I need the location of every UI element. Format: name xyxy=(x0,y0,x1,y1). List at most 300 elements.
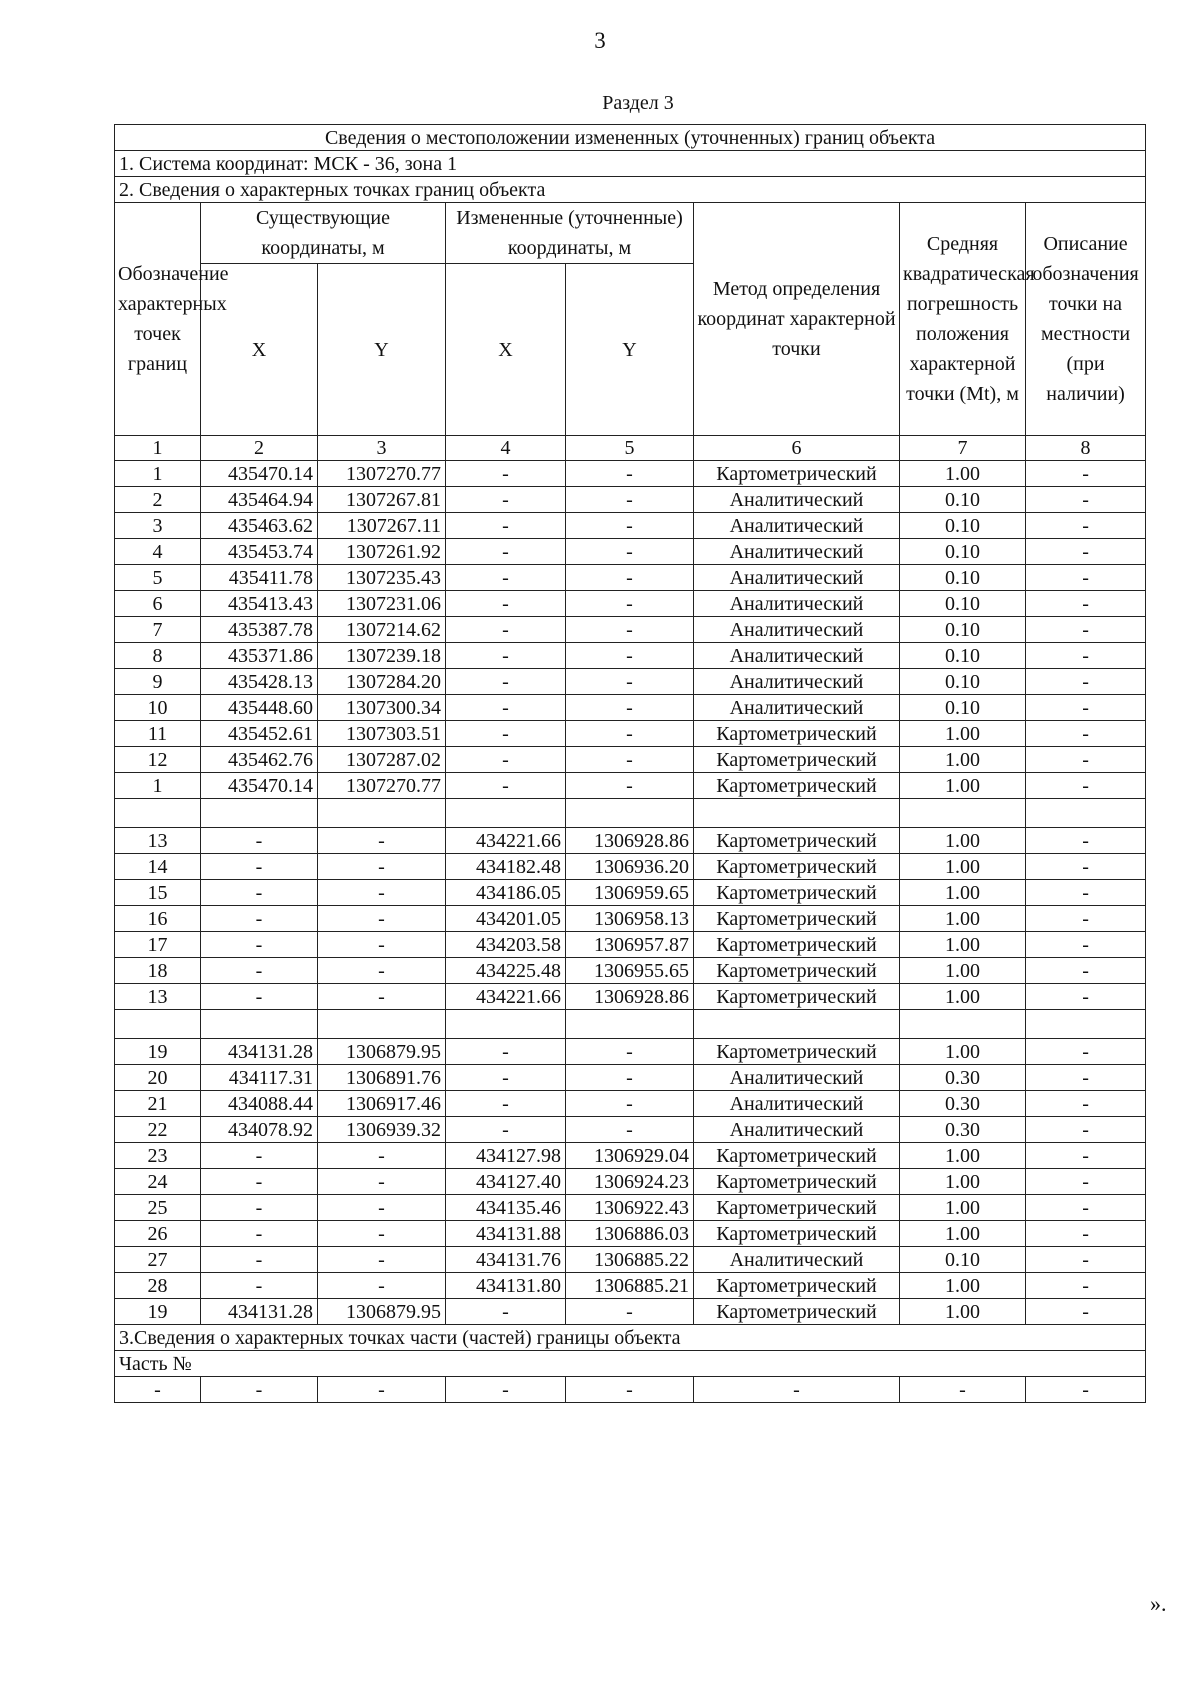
empty-cell xyxy=(115,799,201,828)
table-cell: 12 xyxy=(115,747,201,773)
table-cell: - xyxy=(566,539,694,565)
parts-caption: 3.Сведения о характерных точках части (частей) границы объекта xyxy=(115,1325,1146,1351)
table-cell: - xyxy=(1026,1169,1146,1195)
table-cell: - xyxy=(446,539,566,565)
table-cell: 1307239.18 xyxy=(318,643,446,669)
table-cell: - xyxy=(566,617,694,643)
table-cell: Аналитический xyxy=(694,565,900,591)
table-row xyxy=(115,539,1146,565)
table-cell: - xyxy=(115,1377,201,1403)
table-cell: - xyxy=(446,513,566,539)
table-cell: - xyxy=(446,1377,566,1403)
table-cell: 1306891.76 xyxy=(318,1065,446,1091)
table-row xyxy=(115,487,1146,513)
table-cell: Картометрический xyxy=(694,984,900,1010)
empty-cell xyxy=(446,799,566,828)
table-cell: - xyxy=(566,1377,694,1403)
table-cell: - xyxy=(566,1117,694,1143)
table-cell: 1307267.81 xyxy=(318,487,446,513)
table-cell: 1306917.46 xyxy=(318,1091,446,1117)
table-cell: Картометрический xyxy=(694,773,900,799)
table-cell: - xyxy=(1026,747,1146,773)
empty-cell xyxy=(318,799,446,828)
table-cell: 3 xyxy=(115,513,201,539)
table-cell: 435413.43 xyxy=(201,591,318,617)
table-cell: - xyxy=(1026,880,1146,906)
table-cell: 1 xyxy=(115,461,201,487)
table-cell: - xyxy=(201,906,318,932)
table-row xyxy=(115,721,1146,747)
table-cell: 434201.05 xyxy=(446,906,566,932)
coord-system: 1. Система координат: МСК - 36, зона 1 xyxy=(115,151,1146,177)
table-cell: Картометрический xyxy=(694,854,900,880)
table-row xyxy=(115,1143,1146,1169)
table-cell: 13 xyxy=(115,984,201,1010)
table-cell: Картометрический xyxy=(694,828,900,854)
closing-quote-mark: ». xyxy=(1150,1591,1167,1616)
table-cell: 434221.66 xyxy=(446,984,566,1010)
table-row xyxy=(115,695,1146,721)
table-cell: - xyxy=(201,1143,318,1169)
table-cell: - xyxy=(1026,487,1146,513)
table-cell: 435448.60 xyxy=(201,695,318,721)
table-cell: - xyxy=(446,1039,566,1065)
table-cell: 1.00 xyxy=(900,1221,1026,1247)
table-cell: 1306928.86 xyxy=(566,828,694,854)
table-cell: 1307267.11 xyxy=(318,513,446,539)
table-cell: 1307284.20 xyxy=(318,669,446,695)
table-cell: 0.10 xyxy=(900,513,1026,539)
table-row xyxy=(115,932,1146,958)
table-cell: - xyxy=(201,1377,318,1403)
table-cell: - xyxy=(1026,695,1146,721)
table-cell: 1.00 xyxy=(900,773,1026,799)
table-cell: - xyxy=(566,1299,694,1325)
table-cell: Аналитический xyxy=(694,1065,900,1091)
table-cell: - xyxy=(1026,1247,1146,1273)
header-error: Средняя квадратическая погрешность положения характерной точки (Mt), м xyxy=(900,203,1026,436)
table-cell: - xyxy=(446,721,566,747)
header-method: Метод определения координат характерной точки xyxy=(694,203,900,436)
table-cell: 1307270.77 xyxy=(318,773,446,799)
table-cell: 434221.66 xyxy=(446,828,566,854)
table-cell: 24 xyxy=(115,1169,201,1195)
empty-cell xyxy=(566,1010,694,1039)
table-cell: - xyxy=(1026,643,1146,669)
table-cell: 16 xyxy=(115,906,201,932)
table-cell: 1306879.95 xyxy=(318,1039,446,1065)
table-cell: - xyxy=(566,461,694,487)
table-cell: Аналитический xyxy=(694,617,900,643)
table-cell: - xyxy=(1026,591,1146,617)
table-cell: - xyxy=(1026,1299,1146,1325)
empty-cell xyxy=(201,799,318,828)
table-cell: 1306924.23 xyxy=(566,1169,694,1195)
empty-cell xyxy=(694,1010,900,1039)
table-cell: 434131.88 xyxy=(446,1221,566,1247)
table-cell: - xyxy=(318,828,446,854)
section-title: Раздел 3 xyxy=(602,92,674,114)
table-cell: 1306939.32 xyxy=(318,1117,446,1143)
table-cell: Аналитический xyxy=(694,487,900,513)
table-row xyxy=(115,747,1146,773)
column-number: 2 xyxy=(201,436,318,461)
header-changed-x: X xyxy=(446,264,566,436)
table-cell: - xyxy=(318,1247,446,1273)
table-cell: 13 xyxy=(115,828,201,854)
table-cell: 1306957.87 xyxy=(566,932,694,958)
table-row xyxy=(115,591,1146,617)
empty-cell xyxy=(1026,1010,1146,1039)
table-cell: - xyxy=(1026,1195,1146,1221)
column-number: 7 xyxy=(900,436,1026,461)
table-cell: Картометрический xyxy=(694,932,900,958)
empty-cell xyxy=(566,799,694,828)
table-cell: 1306885.21 xyxy=(566,1273,694,1299)
table-cell: Аналитический xyxy=(694,539,900,565)
table-cell: 434117.31 xyxy=(201,1065,318,1091)
table-cell: 434131.28 xyxy=(201,1299,318,1325)
table-cell: - xyxy=(318,1143,446,1169)
table-row xyxy=(115,828,1146,854)
table-cell: Картометрический xyxy=(694,721,900,747)
table-cell: 22 xyxy=(115,1117,201,1143)
table-cell: 4 xyxy=(115,539,201,565)
table-cell: 1.00 xyxy=(900,854,1026,880)
column-number: 8 xyxy=(1026,436,1146,461)
table-cell: 1307261.92 xyxy=(318,539,446,565)
table-row xyxy=(115,854,1146,880)
table-row xyxy=(115,880,1146,906)
table-cell: 434078.92 xyxy=(201,1117,318,1143)
table-cell: Аналитический xyxy=(694,1091,900,1117)
header-existing-y: Y xyxy=(318,264,446,436)
table-cell: - xyxy=(1026,721,1146,747)
table-cell: - xyxy=(201,932,318,958)
table-row xyxy=(115,1039,1146,1065)
table-cell: 1307300.34 xyxy=(318,695,446,721)
table-cell: 435428.13 xyxy=(201,669,318,695)
table-cell: 434225.48 xyxy=(446,958,566,984)
table-cell: - xyxy=(318,906,446,932)
table-cell: 10 xyxy=(115,695,201,721)
table-cell: Аналитический xyxy=(694,513,900,539)
table-row xyxy=(115,565,1146,591)
table-cell: - xyxy=(1026,1039,1146,1065)
header-existing-coords: Существующие координаты, м xyxy=(201,203,446,264)
table-cell: - xyxy=(1026,854,1146,880)
empty-cell xyxy=(201,1010,318,1039)
table-cell: 27 xyxy=(115,1247,201,1273)
table-cell: - xyxy=(318,854,446,880)
table-cell: - xyxy=(694,1377,900,1403)
table-cell: - xyxy=(566,1091,694,1117)
table-cell: 1306922.43 xyxy=(566,1195,694,1221)
table-row xyxy=(115,643,1146,669)
table-cell: - xyxy=(566,669,694,695)
table-row xyxy=(115,1091,1146,1117)
column-number: 6 xyxy=(694,436,900,461)
table-cell: 435371.86 xyxy=(201,643,318,669)
table-cell: 0.10 xyxy=(900,617,1026,643)
table-cell: 1.00 xyxy=(900,721,1026,747)
table-cell: Картометрический xyxy=(694,1169,900,1195)
table-cell: - xyxy=(446,1065,566,1091)
empty-cell xyxy=(900,1010,1026,1039)
table-cell: - xyxy=(201,1195,318,1221)
table-cell: 26 xyxy=(115,1221,201,1247)
table-cell: - xyxy=(1026,984,1146,1010)
table-cell: Картометрический xyxy=(694,1221,900,1247)
empty-cell xyxy=(900,799,1026,828)
table-cell: 435462.76 xyxy=(201,747,318,773)
table-cell: - xyxy=(566,747,694,773)
empty-cell xyxy=(318,1010,446,1039)
table-row xyxy=(115,984,1146,1010)
table-row xyxy=(115,1221,1146,1247)
table-cell: 0.10 xyxy=(900,695,1026,721)
table-cell: - xyxy=(566,513,694,539)
table-cell: 1.00 xyxy=(900,1273,1026,1299)
table-cell: Картометрический xyxy=(694,1039,900,1065)
table-cell: Аналитический xyxy=(694,695,900,721)
table-cell: 21 xyxy=(115,1091,201,1117)
table-cell: 0.10 xyxy=(900,669,1026,695)
table-cell: 0.10 xyxy=(900,1247,1026,1273)
header-changed-coords: Измененные (уточненные) координаты, м xyxy=(446,203,694,264)
table-cell: - xyxy=(318,880,446,906)
table-cell: - xyxy=(1026,773,1146,799)
table-cell: 1307214.62 xyxy=(318,617,446,643)
part-number-label: Часть № xyxy=(115,1351,1146,1377)
table-cell: 434131.76 xyxy=(446,1247,566,1273)
table-cell: 2 xyxy=(115,487,201,513)
table-cell: - xyxy=(566,1065,694,1091)
table-row xyxy=(115,958,1146,984)
table-cell: Аналитический xyxy=(694,591,900,617)
blank-separator-row xyxy=(115,799,1146,828)
table-cell: 7 xyxy=(115,617,201,643)
table-cell: - xyxy=(566,773,694,799)
table-cell: 0.10 xyxy=(900,643,1026,669)
table-row xyxy=(115,617,1146,643)
table-cell: 1306928.86 xyxy=(566,984,694,1010)
table-cell: 1306955.65 xyxy=(566,958,694,984)
table-cell: 18 xyxy=(115,958,201,984)
empty-cell xyxy=(694,799,900,828)
table-cell: 8 xyxy=(115,643,201,669)
table-cell: 6 xyxy=(115,591,201,617)
table-cell: - xyxy=(446,1091,566,1117)
table-cell: 0.10 xyxy=(900,539,1026,565)
table-cell: 1306929.04 xyxy=(566,1143,694,1169)
table-cell: 1.00 xyxy=(900,958,1026,984)
boundary-points-table xyxy=(114,124,1146,1403)
table-cell: Картометрический xyxy=(694,1273,900,1299)
table-cell: - xyxy=(318,1377,446,1403)
table-cell: 1.00 xyxy=(900,984,1026,1010)
header-designation: Обозначение характерных точек границ xyxy=(115,203,201,436)
table-cell: - xyxy=(446,591,566,617)
table-cell: 435411.78 xyxy=(201,565,318,591)
table-cell: 1306879.95 xyxy=(318,1299,446,1325)
table-cell: Картометрический xyxy=(694,1143,900,1169)
table-cell: 434127.98 xyxy=(446,1143,566,1169)
table-cell: - xyxy=(318,1169,446,1195)
table-cell: 19 xyxy=(115,1039,201,1065)
table-cell: 1306885.22 xyxy=(566,1247,694,1273)
table-cell: - xyxy=(318,984,446,1010)
table-cell: - xyxy=(566,487,694,513)
table-cell: - xyxy=(1026,932,1146,958)
header-changed-y: Y xyxy=(566,264,694,436)
table-cell: 1.00 xyxy=(900,1143,1026,1169)
table-cell: 0.30 xyxy=(900,1117,1026,1143)
table-cell: 1.00 xyxy=(900,906,1026,932)
table-cell: 0.30 xyxy=(900,1065,1026,1091)
table-cell: - xyxy=(566,565,694,591)
table-cell: Картометрический xyxy=(694,1195,900,1221)
table-cell: 0.10 xyxy=(900,487,1026,513)
table-cell: 434182.48 xyxy=(446,854,566,880)
parts-row xyxy=(115,1377,1146,1403)
table-cell: - xyxy=(201,1247,318,1273)
table-cell: 434127.40 xyxy=(446,1169,566,1195)
table-cell: - xyxy=(446,1299,566,1325)
table-cell: - xyxy=(1026,1273,1146,1299)
table-cell: Картометрический xyxy=(694,880,900,906)
table-cell: 434135.46 xyxy=(446,1195,566,1221)
table-cell: 23 xyxy=(115,1143,201,1169)
page-number: 3 xyxy=(594,28,606,53)
table-cell: 435470.14 xyxy=(201,461,318,487)
table-cell: - xyxy=(318,1221,446,1247)
table-cell: - xyxy=(1026,1221,1146,1247)
table-cell: - xyxy=(201,1273,318,1299)
column-number: 4 xyxy=(446,436,566,461)
table-cell: - xyxy=(201,984,318,1010)
table-cell: 435464.94 xyxy=(201,487,318,513)
table-cell: - xyxy=(446,617,566,643)
table-cell: 435463.62 xyxy=(201,513,318,539)
header-existing-x: X xyxy=(201,264,318,436)
table-cell: 1307303.51 xyxy=(318,721,446,747)
table-cell: - xyxy=(446,695,566,721)
table-row xyxy=(115,1065,1146,1091)
table-cell: 15 xyxy=(115,880,201,906)
empty-cell xyxy=(1026,799,1146,828)
table-cell: - xyxy=(446,747,566,773)
table-row xyxy=(115,513,1146,539)
table-cell: 1307287.02 xyxy=(318,747,446,773)
table-cell: 5 xyxy=(115,565,201,591)
table-cell: - xyxy=(201,958,318,984)
table-cell: Картометрический xyxy=(694,747,900,773)
table-cell: - xyxy=(446,1117,566,1143)
table-cell: 434131.80 xyxy=(446,1273,566,1299)
table-cell: - xyxy=(446,669,566,695)
table-cell: 434131.28 xyxy=(201,1039,318,1065)
table-cell: Картометрический xyxy=(694,906,900,932)
header-description: Описание обозначения точки на местности (при наличии) xyxy=(1026,203,1146,436)
table-row xyxy=(115,1247,1146,1273)
blank-separator-row xyxy=(115,1010,1146,1039)
table-cell: 435453.74 xyxy=(201,539,318,565)
table-cell: - xyxy=(446,565,566,591)
table-cell: - xyxy=(1026,828,1146,854)
table-cell: 1.00 xyxy=(900,1039,1026,1065)
table-cell: - xyxy=(201,1169,318,1195)
table-row xyxy=(115,1169,1146,1195)
table-cell: - xyxy=(1026,513,1146,539)
table-title: Сведения о местоположении измененных (уточненных) границ объекта xyxy=(115,125,1146,151)
table-cell: - xyxy=(566,591,694,617)
table-cell: - xyxy=(1026,669,1146,695)
table-cell: 1.00 xyxy=(900,1169,1026,1195)
table-cell: - xyxy=(446,461,566,487)
table-row xyxy=(115,1195,1146,1221)
table-cell: - xyxy=(1026,906,1146,932)
table-cell: - xyxy=(1026,565,1146,591)
table-cell: 1.00 xyxy=(900,747,1026,773)
table-cell: 19 xyxy=(115,1299,201,1325)
table-cell: - xyxy=(201,1221,318,1247)
table-cell: Аналитический xyxy=(694,643,900,669)
table-cell: - xyxy=(566,643,694,669)
table-cell: - xyxy=(201,880,318,906)
table-row xyxy=(115,906,1146,932)
table-cell: 1 xyxy=(115,773,201,799)
table-cell: Аналитический xyxy=(694,1247,900,1273)
table-cell: 1306959.65 xyxy=(566,880,694,906)
table-cell: - xyxy=(201,828,318,854)
table-cell: 434186.05 xyxy=(446,880,566,906)
table-cell: Аналитический xyxy=(694,669,900,695)
table-cell: - xyxy=(566,721,694,747)
column-number: 1 xyxy=(115,436,201,461)
table-cell: - xyxy=(566,695,694,721)
table-cell: 1307235.43 xyxy=(318,565,446,591)
table-cell: - xyxy=(900,1377,1026,1403)
column-numbers-row xyxy=(115,436,1146,461)
table-cell: Картометрический xyxy=(694,958,900,984)
table-cell: 9 xyxy=(115,669,201,695)
column-number: 5 xyxy=(566,436,694,461)
table-cell: - xyxy=(201,854,318,880)
table-cell: 434203.58 xyxy=(446,932,566,958)
table-cell: - xyxy=(1026,1065,1146,1091)
table-cell: - xyxy=(1026,958,1146,984)
empty-cell xyxy=(115,1010,201,1039)
table-cell: 435470.14 xyxy=(201,773,318,799)
table-cell: 0.10 xyxy=(900,565,1026,591)
table-cell: - xyxy=(318,958,446,984)
table-cell: 1.00 xyxy=(900,880,1026,906)
column-number: 3 xyxy=(318,436,446,461)
table-cell: 1.00 xyxy=(900,932,1026,958)
table-cell: - xyxy=(446,773,566,799)
table-cell: 1307270.77 xyxy=(318,461,446,487)
table-row xyxy=(115,1273,1146,1299)
table-cell: 434088.44 xyxy=(201,1091,318,1117)
table-cell: - xyxy=(318,1195,446,1221)
points-caption: 2. Сведения о характерных точках границ объекта xyxy=(115,177,1146,203)
table-cell: 28 xyxy=(115,1273,201,1299)
table-cell: 1307231.06 xyxy=(318,591,446,617)
table-cell: - xyxy=(318,932,446,958)
table-cell: Картометрический xyxy=(694,1299,900,1325)
table-cell: 1.00 xyxy=(900,461,1026,487)
